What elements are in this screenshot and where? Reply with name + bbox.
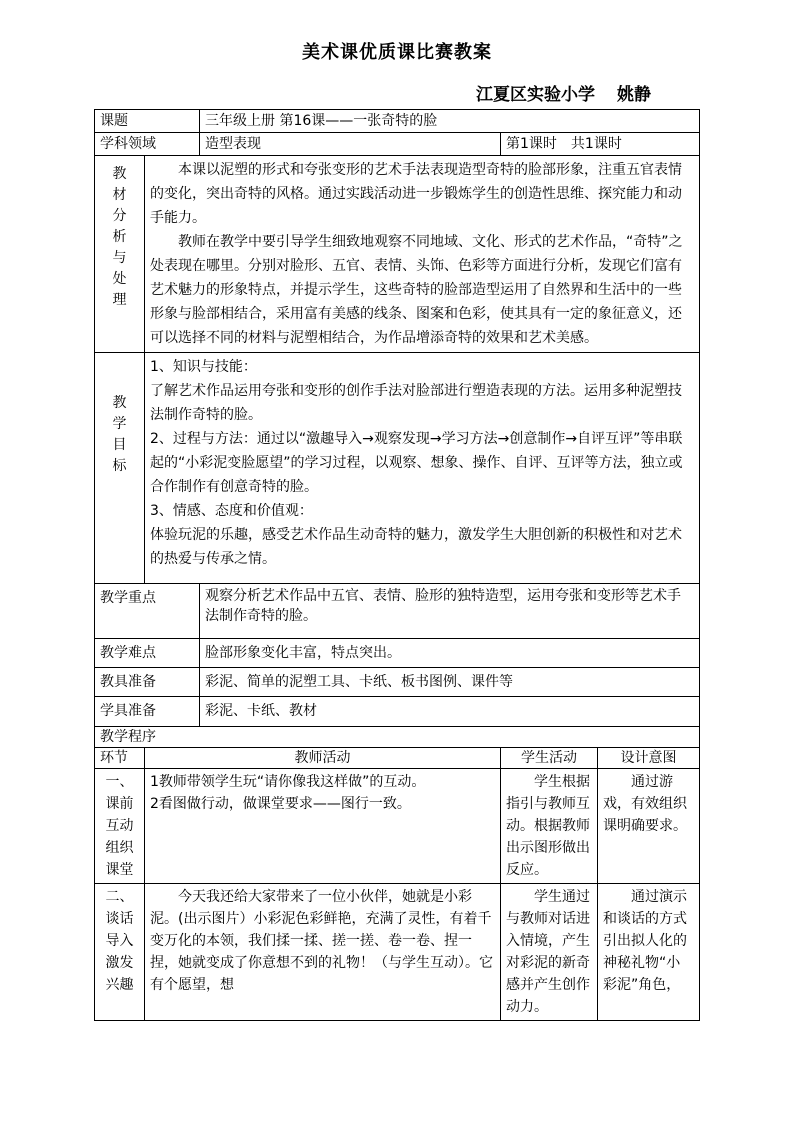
difficulty-text: 脸部形象变化丰富，特点突出。 (200, 639, 700, 668)
col-teacher-header: 教师活动 (145, 748, 501, 769)
author-line (476, 80, 651, 105)
goal-1-text: 了解艺术作品运用夸张和变形的创作手法对脸部进行塑造表现的方法。运用多种泥塑技法制作奇特的脸。 (150, 383, 682, 423)
col-intent-header: 设计意图 (598, 748, 700, 769)
analysis-content (145, 156, 700, 353)
stage-2-label: 二、 谈话 导入 激发 兴趣 (95, 884, 145, 1021)
key-points-text: 观察分析艺术作品中五官、表情、脸形的独特造型，运用夸张和变形等艺术手法制作奇特的脸。 (200, 584, 700, 639)
col-student-header: 学生活动 (501, 748, 598, 769)
field-value: 造型表现 (200, 133, 501, 156)
goal-3-text: 体验玩泥的乐趣，感受艺术作品生动奇特的魅力，激发学生大胆创新的积极性和对艺术的热爱与传承之情。 (150, 527, 682, 567)
stage-1-intent: 通过游戏，有效组织课明确要求。 (598, 769, 700, 884)
stage-2-intent: 通过演示和谈话的方式引出拟人化的神秘礼物“小彩泥”角色， (598, 884, 700, 1021)
field-label: 学科领域 (95, 133, 200, 156)
procedure-heading: 教学程序 (95, 727, 700, 748)
goal-2-text: 2、过程与方法：通过以“激趣导入→观察发现→学习方法→创意制作→自评互评”等串联起的“小彩泥变脸愿望”的学习过程，以观察、想象、操作、自评、互评等方法，独立或合作制作有创意奇特的脸。 (150, 431, 683, 495)
goal-3-title: 3、情感、态度和价值观： (150, 503, 313, 519)
teaching-tools-text: 彩泥、简单的泥塑工具、卡纸、板书图例、课件等 (200, 668, 700, 697)
teaching-tools-label: 教具准备 (95, 668, 200, 697)
analysis-paragraph-1: 本课以泥塑的形式和夸张变形的艺术手法表现造型奇特的脸部形象，注重五官表情的变化，突出奇特的风格。通过实践活动进一步锻炼学生的创造性思维、探究能力和动手能力。 (150, 162, 682, 226)
col-stage-header: 环节 (95, 748, 145, 769)
difficulty-label: 教学难点 (95, 639, 200, 668)
document-title: 美术课优质课比赛教案 (302, 42, 492, 63)
goals-label: 教 学 目 标 (95, 353, 145, 584)
course-value: 三年级上册 第16课——一张奇特的脸 (200, 110, 700, 133)
analysis-paragraph-2: 教师在教学中要引导学生细致地观察不同地域、文化、形式的艺术作品，“奇特”之处表现在哪里。分别对脸形、五官、表情、头饰、色彩等方面进行分析，发现它们富有艺术魅力的形象特点，并提示学生，这些奇特的脸部造型运用了自然界和生活中的一些形象与脸部相结合，采用富有美感的线条、图案和色彩，使其具有一定的象征意义，还可以选择不同的材料与泥塑相结合，为作品增添奇特的效果和艺术美感。 (150, 234, 683, 346)
stage-2-student: 学生通过与教师对话进入情境，产生对彩泥的新奇感并产生创作动力。 (501, 884, 598, 1021)
goals-content (145, 353, 700, 584)
stage-1-teacher: 1教师带领学生玩“请你像我这样做”的互动。 2看图做行动，做课堂要求——图行一致。 (145, 769, 501, 884)
student-tools-text: 彩泥、卡纸、教材 (200, 697, 700, 727)
stage-2-teacher: 今天我还给大家带来了一位小伙伴，她就是小彩泥。(出示图片）小彩泥色彩鲜艳，充满了灵性，有着千变万化的本领，我们揉一揉、搓一搓、卷一卷、捏一捏，她就变成了你意想不到的礼物！（与学生互动）。它有个愿望，想 (145, 884, 501, 1021)
goal-1-title: 1、知识与技能： (150, 359, 257, 375)
student-tools-label: 学具准备 (95, 697, 200, 727)
period-value: 第1课时 共1课时 (501, 133, 700, 156)
key-points-label: 教学重点 (95, 584, 200, 639)
analysis-label: 教 材 分 析 与 处 理 (95, 156, 145, 353)
course-label: 课题 (95, 110, 200, 133)
stage-1-student: 学生根据指引与教师互动。根据教师出示图形做出反应。 (501, 769, 598, 884)
lesson-plan-table (94, 109, 700, 1021)
teacher-name: 姚静 (617, 85, 651, 105)
stage-1-label: 一、 课前 互动 组织 课堂 (95, 769, 145, 884)
school-name: 江夏区实验小学 (476, 85, 595, 105)
